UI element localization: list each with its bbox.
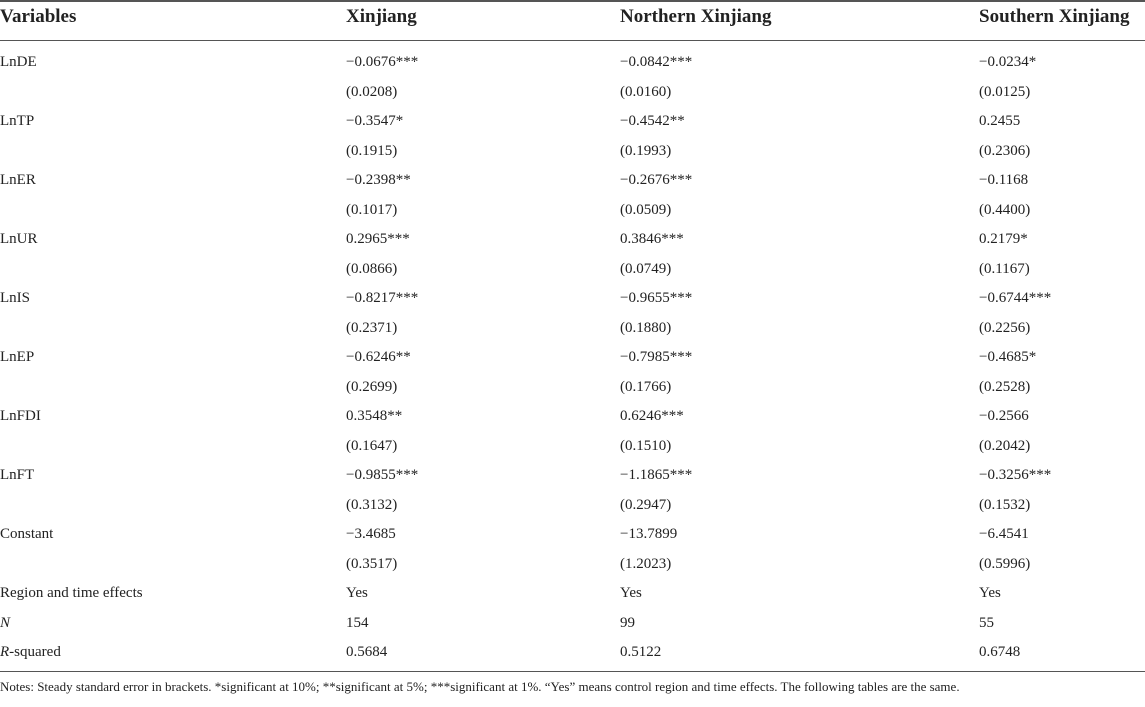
- cell-northern: (0.2947): [620, 496, 672, 513]
- cell-northern: 0.3846***: [620, 231, 684, 247]
- cell-southern: (0.5996): [979, 555, 1031, 572]
- table-row: [0, 255, 1145, 285]
- row-label: LnTP: [0, 113, 35, 129]
- table-row: [0, 225, 1145, 255]
- table-row: [0, 78, 1145, 108]
- cell-xinjiang: 0.5684: [346, 644, 388, 660]
- table-row: [0, 638, 1145, 668]
- row-label: Constant: [0, 526, 54, 542]
- row-label: N: [0, 614, 11, 631]
- cell-northern: (1.2023): [620, 555, 672, 572]
- table-header-row: [0, 2, 1145, 41]
- cell-northern: −13.7899: [620, 526, 678, 542]
- cell-xinjiang: (0.0866): [346, 260, 398, 277]
- table-row: [0, 137, 1145, 167]
- cell-northern: −1.1865***: [620, 467, 693, 483]
- cell-xinjiang: −3.4685: [346, 526, 396, 542]
- cell-northern: −0.4542**: [620, 113, 685, 129]
- table-row: [0, 48, 1145, 78]
- cell-southern: −0.2566: [979, 408, 1029, 424]
- cell-northern: (0.1993): [620, 142, 672, 159]
- cell-northern: Yes: [620, 585, 642, 601]
- header-variables: Variables: [0, 6, 77, 27]
- table-row: [0, 373, 1145, 403]
- cell-southern: (0.2042): [979, 437, 1031, 454]
- header-xinjiang: Xinjiang: [346, 6, 417, 27]
- table-body: [0, 48, 1145, 668]
- row-label: LnDE: [0, 54, 37, 70]
- table-notes: Notes: Steady standard error in brackets. *significant at 10%; **significant at 5%; ***significant at 1%. “Yes” means control region and time effects. The following tables are the same.: [0, 679, 960, 694]
- table-row: [0, 196, 1145, 226]
- table-row: [0, 579, 1145, 609]
- cell-southern: 0.2455: [979, 113, 1021, 129]
- table-row: [0, 107, 1145, 137]
- cell-southern: (0.1532): [979, 496, 1031, 513]
- header-southern-xinjiang: Southern Xinjiang: [979, 6, 1130, 27]
- cell-xinjiang: (0.3132): [346, 496, 398, 513]
- row-label: LnIS: [0, 290, 30, 306]
- cell-southern: (0.2528): [979, 378, 1031, 395]
- cell-southern: Yes: [979, 585, 1001, 601]
- cell-northern: −0.0842***: [620, 54, 693, 70]
- cell-xinjiang: (0.1647): [346, 437, 398, 454]
- cell-southern: −0.3256***: [979, 467, 1052, 483]
- cell-xinjiang: −0.0676***: [346, 54, 419, 70]
- cell-southern: 55: [979, 614, 994, 631]
- cell-southern: −6.4541: [979, 526, 1029, 542]
- cell-southern: −0.6744***: [979, 290, 1052, 306]
- cell-northern: (0.0509): [620, 201, 672, 218]
- row-label: LnER: [0, 172, 36, 188]
- r-squared-label-suffix: -squared: [9, 644, 61, 660]
- table-row: [0, 284, 1145, 314]
- cell-xinjiang: 0.3548**: [346, 408, 403, 424]
- cell-southern: 0.2179*: [979, 231, 1028, 247]
- cell-xinjiang: (0.2371): [346, 319, 398, 336]
- cell-xinjiang: (0.1915): [346, 142, 398, 159]
- cell-xinjiang: −0.9855***: [346, 467, 419, 483]
- cell-xinjiang: −0.2398**: [346, 172, 411, 188]
- cell-northern: −0.2676***: [620, 172, 693, 188]
- cell-southern: −0.1168: [979, 172, 1029, 188]
- cell-southern: (0.2256): [979, 319, 1031, 336]
- cell-northern: 0.5122: [620, 644, 662, 660]
- cell-northern: 99: [620, 614, 635, 631]
- cell-xinjiang: −0.6246**: [346, 349, 411, 365]
- cell-southern: (0.4400): [979, 201, 1031, 218]
- cell-xinjiang: 154: [346, 614, 369, 631]
- cell-northern: (0.0749): [620, 260, 672, 277]
- r-italic-label: R: [0, 644, 10, 660]
- table-bottom-rule: [0, 671, 1145, 672]
- cell-northern: (0.0160): [620, 83, 672, 100]
- cell-northern: 0.6246***: [620, 408, 684, 424]
- table-row: [0, 402, 1145, 432]
- row-label: LnFDI: [0, 408, 41, 424]
- cell-xinjiang: −0.3547*: [346, 113, 404, 129]
- row-label: Region and time effects: [0, 585, 143, 601]
- cell-southern: −0.0234*: [979, 54, 1037, 70]
- table-row: [0, 550, 1145, 580]
- cell-northern: (0.1766): [620, 378, 672, 395]
- table-row: [0, 461, 1145, 491]
- table-row: [0, 609, 1145, 639]
- row-label: LnEP: [0, 349, 35, 365]
- table-row: [0, 314, 1145, 344]
- cell-xinjiang: 0.2965***: [346, 231, 410, 247]
- table-row: [0, 166, 1145, 196]
- cell-xinjiang: (0.3517): [346, 555, 398, 572]
- cell-southern: (0.2306): [979, 142, 1031, 159]
- cell-southern: (0.1167): [979, 260, 1030, 277]
- cell-xinjiang: −0.8217***: [346, 290, 419, 306]
- table-row: [0, 520, 1145, 550]
- table-row: [0, 491, 1145, 521]
- cell-xinjiang: Yes: [346, 585, 368, 601]
- cell-southern: (0.0125): [979, 83, 1031, 100]
- table-row: [0, 432, 1145, 462]
- cell-xinjiang: (0.0208): [346, 83, 398, 100]
- row-label: [0, 638, 61, 668]
- cell-southern: 0.6748: [979, 644, 1021, 660]
- cell-northern: (0.1880): [620, 319, 672, 336]
- cell-northern: (0.1510): [620, 437, 672, 454]
- row-label: LnUR: [0, 231, 38, 247]
- cell-northern: −0.7985***: [620, 349, 693, 365]
- cell-xinjiang: (0.2699): [346, 378, 398, 395]
- header-northern-xinjiang: Northern Xinjiang: [620, 6, 772, 27]
- cell-northern: −0.9655***: [620, 290, 693, 306]
- cell-southern: −0.4685*: [979, 349, 1037, 365]
- row-label: LnFT: [0, 467, 35, 483]
- table-row: [0, 343, 1145, 373]
- cell-xinjiang: (0.1017): [346, 201, 398, 218]
